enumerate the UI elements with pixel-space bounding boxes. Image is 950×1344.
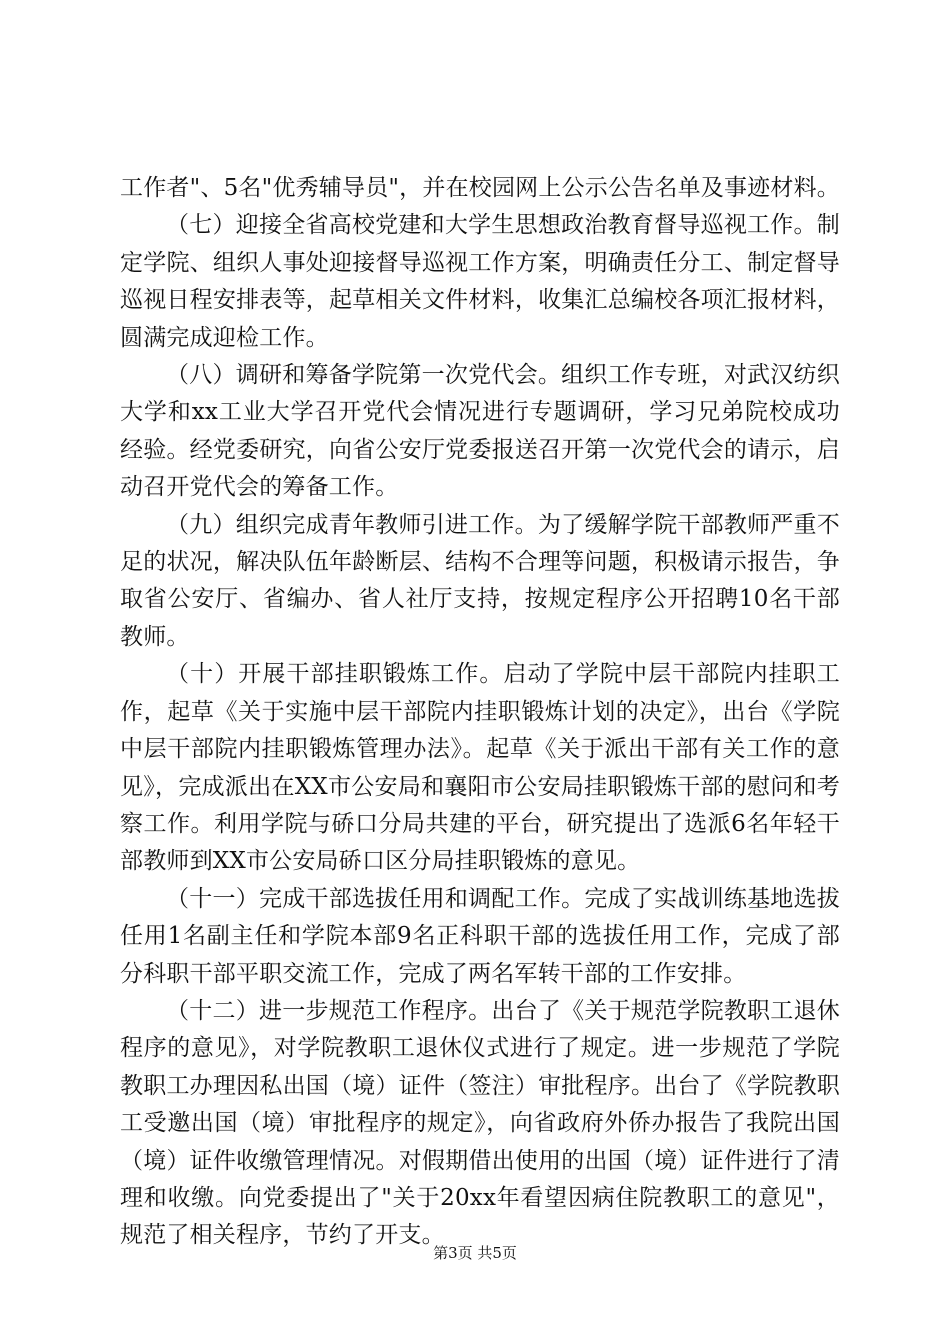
document-body [120,170,840,1255]
paragraph-section-10: （十）开展干部挂职锻炼工作。启动了学院中层干部院内挂职工作，起草《关于实施中层干部院内挂职锻炼计划的决定》，出台《学院中层干部院内挂职锻炼管理办法》。起草《关于派出干部有关工作的意见》，完成派出在XX市公安局和襄阳市公安局挂职锻炼干部的慰问和考察工作。利用学院与硚口分局共建的平台，研究提出了选派6名年轻干部教师到XX市公安局硚口区分局挂职锻炼的意见。 [120,661,840,875]
paragraph-section-9: （九）组织完成青年教师引进工作。为了缓解学院干部教师严重不足的状况，解决队伍年龄断层、结构不合理等问题，积极请示报告，争取省公安厅、省编办、省人社厅支持，按规定程序公开招聘10名干部教师。 [120,511,840,650]
paragraph-section-12: （十二）进一步规范工作程序。出台了《关于规范学院教职工退休程序的意见》，对学院教职工退休仪式进行了规定。进一步规范了学院教职工办理因私出国（境）证件（签注）审批程序。出台了《学院教职工受邀出国（境）审批程序的规定》，向省政府外侨办报告了我院出国（境）证件收缴管理情况。对假期借出使用的出国（境）证件进行了清理和收缴。向党委提出了"关于20xx年看望因病住院教职工的意见"，规范了相关程序，节约了开支。 [120,997,840,1249]
page-number-footer: 第3页 共5页 [433,1244,517,1262]
paragraph-continued: 工作者"、5名"优秀辅导员"，并在校园网上公示公告名单及事迹材料。 [120,175,840,201]
paragraph-section-11: （十一）完成干部选拔任用和调配工作。完成了实战训练基地选拔任用1名副主任和学院本部9名正科职干部的选拔任用工作，完成了部分科职干部平职交流工作，完成了两名军转干部的工作安排。 [120,885,840,987]
paragraph-section-7: （七）迎接全省高校党建和大学生思想政治教育督导巡视工作。制定学院、组织人事处迎接督导巡视工作方案，明确责任分工、制定督导巡视日程安排表等，起草相关文件材料，收集汇总编校各项汇报材料，圆满完成迎检工作。 [120,212,840,351]
paragraph-section-8: （八）调研和筹备学院第一次党代会。组织工作专班，对武汉纺织大学和xx工业大学召开党代会情况进行专题调研，学习兄弟院校成功经验。经党委研究，向省公安厅党委报送召开第一次党代会的请示，启动召开党代会的筹备工作。 [120,362,840,501]
